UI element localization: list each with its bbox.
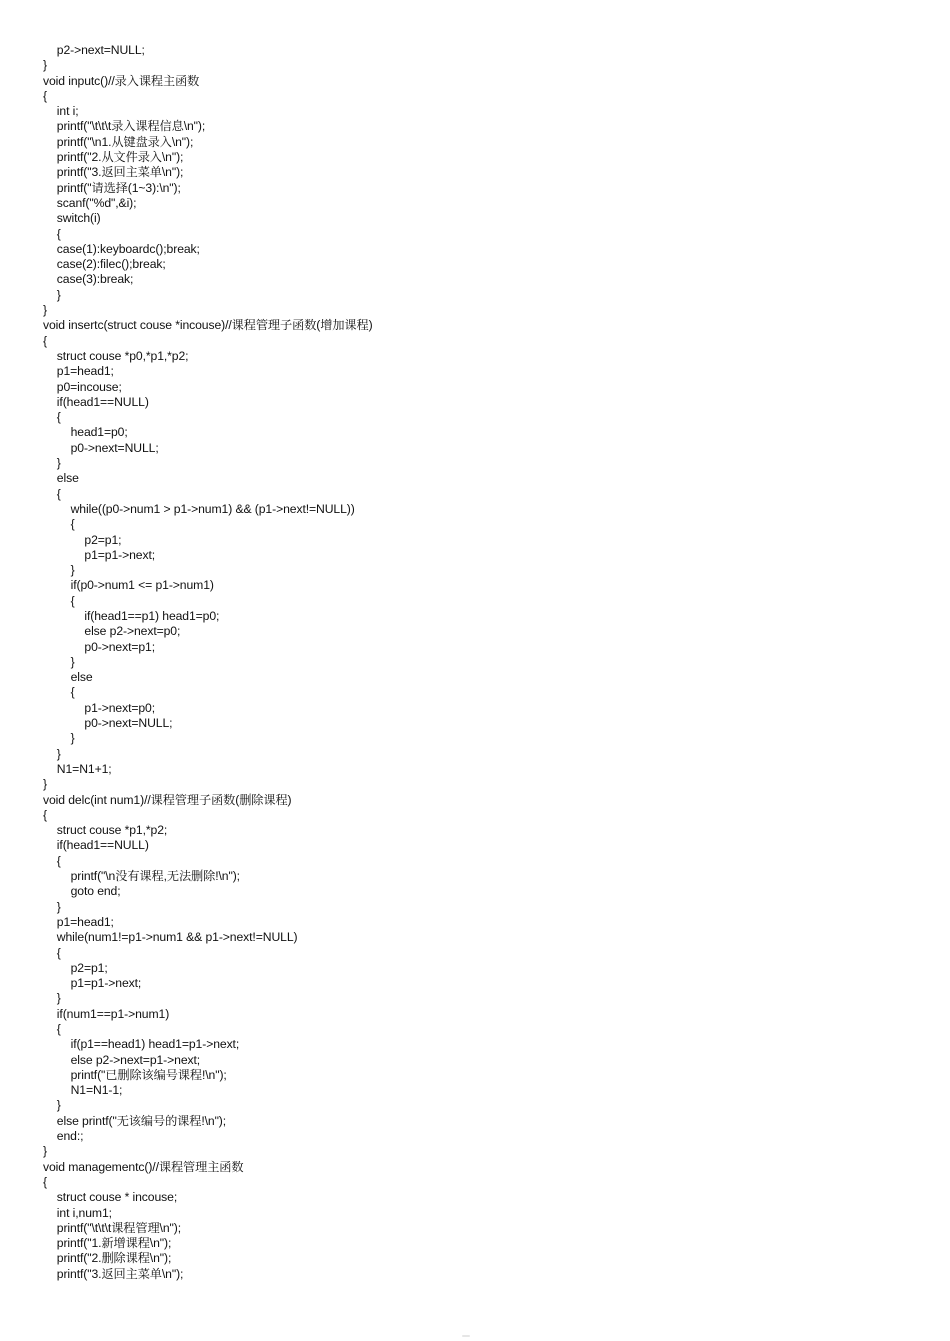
code-line: { (56, 226, 61, 241)
code-line: switch(i) (56, 211, 101, 226)
code-line: } (70, 731, 75, 746)
code-line: { (70, 593, 75, 608)
code-line: p2=p1; (70, 960, 108, 975)
code-line: { (56, 1022, 61, 1036)
page-footer-mark (462, 1335, 470, 1337)
code-line: case(1):keyboardc();break; (56, 241, 200, 256)
code-line: { (43, 88, 47, 103)
code-line: } (56, 456, 61, 471)
code-line: p2->next=NULL; (56, 43, 145, 57)
code-listing (43, 43, 373, 1282)
code-line: p1=head1; (56, 914, 114, 929)
code-line: printf("已删除该编号课程!\n"); (70, 1067, 227, 1082)
code-line: if(head1==NULL) (56, 394, 149, 409)
code-line: } (56, 746, 61, 761)
code-line: if(head1==p1) head1=p0; (84, 608, 220, 623)
code-line: else p2->next=p0; (84, 624, 181, 639)
code-line: } (70, 563, 75, 578)
code-line: if(num1==p1->num1) (56, 1006, 170, 1021)
code-line: struct couse * incouse; (56, 1190, 178, 1205)
code-line: case(2):filec();break; (56, 257, 166, 272)
code-line: case(3):break; (56, 272, 134, 287)
code-line: else printf("无该编号的课程!\n"); (56, 1113, 227, 1128)
code-line: end:; (56, 1129, 84, 1144)
code-line: } (43, 303, 47, 318)
code-line: struct couse *p1,*p2; (56, 823, 168, 838)
code-line: } (70, 654, 75, 669)
code-line: { (56, 853, 61, 868)
code-line: } (56, 287, 61, 302)
code-line: { (43, 333, 47, 348)
code-line: void managementc()//课程管理主函数 (43, 1159, 244, 1174)
code-line: void inputc()//录入课程主函数 (43, 73, 200, 88)
code-line: printf("2.从文件录入\n"); (56, 150, 184, 165)
code-line: if(p0->num1 <= p1->num1) (70, 578, 214, 593)
code-line: printf("3.返回主菜单\n"); (56, 165, 184, 180)
code-line: { (70, 517, 75, 532)
code-line: else (56, 471, 79, 486)
code-line: p0=incouse; (56, 379, 122, 394)
code-line: void delc(int num1)//课程管理子函数(删除课程) (43, 792, 292, 807)
code-line: printf("3.返回主菜单\n"); (56, 1266, 184, 1281)
code-line: int i; (56, 104, 79, 119)
code-line: else p2->next=p1->next; (70, 1052, 201, 1067)
code-line: printf("请选择(1~3):\n"); (56, 180, 181, 195)
code-line: p0->next=p1; (84, 639, 156, 654)
code-line: { (70, 685, 75, 700)
code-line: int i,num1; (56, 1205, 112, 1220)
code-line: head1=p0; (70, 425, 128, 440)
code-line: } (43, 1144, 47, 1159)
code-line: N1=N1+1; (56, 761, 112, 776)
code-line: printf("\t\t\t课程管理\n"); (56, 1220, 181, 1235)
code-line: p1=p1->next; (84, 547, 156, 562)
code-line: printf("\n1.从键盘录入\n"); (56, 134, 194, 149)
code-line: p2=p1; (84, 532, 122, 547)
code-line: } (43, 777, 47, 792)
code-line: else (70, 670, 93, 685)
code-line: while(num1!=p1->num1 && p1->next!=NULL) (56, 930, 298, 945)
code-line: printf("1.新增课程\n"); (56, 1236, 172, 1251)
code-line: void insertc(struct couse *incouse)//课程管理子函数(增加课程) (43, 318, 373, 333)
code-line: goto end; (70, 884, 121, 899)
code-line: } (56, 991, 61, 1006)
code-line: p1->next=p0; (84, 700, 156, 715)
code-line: p1=head1; (56, 364, 114, 379)
code-line: scanf("%d",&i); (56, 195, 137, 210)
code-line: } (43, 58, 47, 73)
code-line: { (43, 1174, 47, 1189)
code-line: p1=p1->next; (70, 976, 142, 991)
code-line: struct couse *p0,*p1,*p2; (56, 348, 189, 363)
code-line: } (56, 1098, 61, 1113)
code-line: if(head1==NULL) (56, 838, 149, 853)
code-line: } (56, 899, 61, 914)
code-line: { (56, 945, 61, 960)
code-line: N1=N1-1; (70, 1083, 123, 1098)
code-line: while((p0->num1 > p1->num1) && (p1->next!=NULL)) (70, 501, 355, 516)
code-line: { (56, 486, 61, 501)
code-line: printf("2.删除课程\n"); (56, 1251, 172, 1266)
code-line: if(p1==head1) head1=p1->next; (70, 1037, 240, 1052)
code-line: { (56, 410, 61, 425)
code-line: p0->next=NULL; (84, 716, 173, 731)
code-line: printf("\n没有课程,无法删除!\n"); (70, 869, 240, 884)
code-line: p0->next=NULL; (70, 440, 159, 455)
code-line: { (43, 807, 47, 822)
code-line: printf("\t\t\t录入课程信息\n"); (56, 119, 206, 134)
